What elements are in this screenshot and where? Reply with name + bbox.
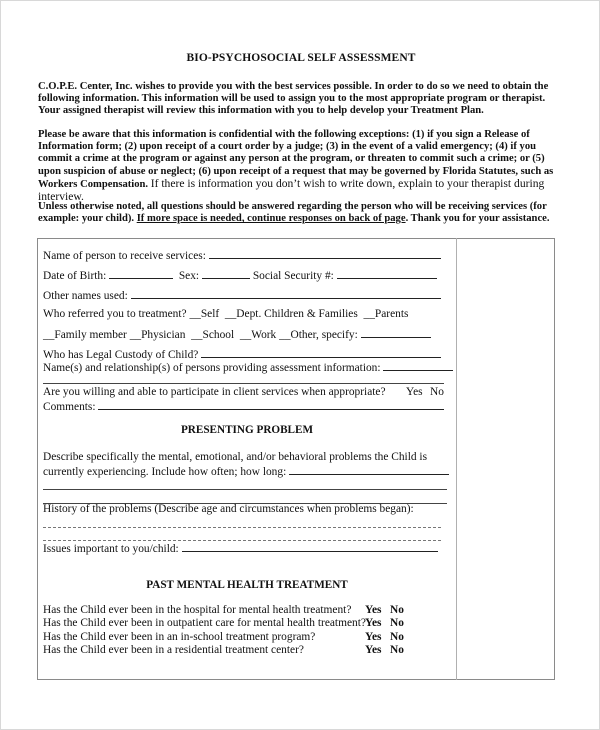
name-field[interactable] [209, 248, 441, 259]
other-names-row [43, 288, 441, 303]
past-treatment-question-1: Has the Child ever been in the hospital for mental health treatment? [43, 604, 352, 616]
referral-row-2 [43, 327, 431, 342]
describe-row-1 [43, 451, 427, 464]
ssn-label: Social Security #: [252, 270, 334, 282]
history-field-line-1[interactable] [43, 527, 441, 528]
past-treatment-heading: PAST MENTAL HEALTH TREATMENT [146, 579, 348, 591]
willing-no[interactable]: No [430, 386, 444, 398]
referral-label: Who referred you to treatment? [43, 308, 187, 320]
instructions-text: Unless otherwise noted, all questions should be answered regarding the person who will be receiving services (for example: your child). [38, 201, 547, 225]
issues-row [43, 541, 438, 556]
custody-label: Who has Legal Custody of Child? [43, 349, 199, 361]
referral-option-physician[interactable]: __Physician [129, 329, 186, 341]
dob-label: Date of Birth: [43, 270, 107, 282]
history-label: History of the problems (Describe age and circumstances when problems began): [43, 503, 414, 515]
past-treatment-question-4: Has the Child ever been in a residential treatment center? [43, 644, 304, 656]
willing-yes[interactable]: Yes [406, 386, 423, 398]
history-row [43, 503, 414, 516]
form-column-divider [456, 238, 457, 680]
referral-option-work[interactable]: __Work [239, 329, 277, 341]
comments-field[interactable] [98, 399, 444, 410]
residential-yes[interactable]: Yes [365, 644, 382, 656]
hospital-no[interactable]: No [390, 604, 404, 616]
page-title: BIO-PSYCHOSOCIAL SELF ASSESSMENT [186, 52, 416, 64]
instructions-paragraph [38, 201, 568, 225]
informants-label: Name(s) and relationship(s) of persons providing assessment information: [43, 362, 381, 374]
other-names-field[interactable] [131, 288, 441, 299]
referral-option-self[interactable]: __Self [189, 308, 220, 320]
outpatient-no[interactable]: No [390, 617, 404, 629]
willing-label: Are you willing and able to participate in client services when appropriate? [43, 386, 386, 398]
describe-field-line-2[interactable] [43, 489, 447, 490]
name-label: Name of person to receive services: [43, 250, 206, 262]
describe-label-line-2: currently experiencing. Include how often; how long: [43, 466, 287, 478]
custody-field[interactable] [201, 347, 441, 358]
comments-row [43, 399, 444, 414]
residential-no[interactable]: No [390, 644, 404, 656]
intro-paragraph: C.O.P.E. Center, Inc. wishes to provide you with the best services possible. In order to do so we need to obtain the following information. This information will be used to assign you to the most appropriate program or therapist. Your assigned therapist will review this information with you to help develop your Treatment Plan. [38, 81, 549, 117]
other-names-label: Other names used: [43, 290, 128, 302]
name-row [43, 248, 441, 263]
confidentiality-paragraph [38, 129, 568, 204]
dob-row [43, 268, 437, 283]
instructions-thanks: . Thank you for your assistance. [405, 213, 550, 225]
willing-row [43, 386, 386, 399]
referral-option-parents[interactable]: __Parents [363, 308, 409, 320]
referral-option-school[interactable]: __School [191, 329, 235, 341]
referral-option-other[interactable]: __Other, specify: [279, 329, 358, 341]
in-school-yes[interactable]: Yes [365, 631, 382, 643]
hospital-yes[interactable]: Yes [365, 604, 382, 616]
dob-field[interactable] [109, 268, 173, 279]
outpatient-yes[interactable]: Yes [365, 617, 382, 629]
referral-option-dcf[interactable]: __Dept. Children & Families [224, 308, 358, 320]
referral-other-field[interactable] [361, 327, 431, 338]
issues-field[interactable] [182, 541, 438, 552]
past-treatment-question-2: Has the Child ever been in outpatient care for mental health treatment? [43, 617, 366, 629]
in-school-no[interactable]: No [390, 631, 404, 643]
referral-option-family[interactable]: __Family member [43, 329, 127, 341]
issues-label: Issues important to you/child: [43, 543, 179, 555]
informants-row [43, 360, 453, 375]
referral-row-1 [43, 308, 408, 321]
presenting-problem-heading: PRESENTING PROBLEM [180, 424, 314, 436]
describe-label-line-1: Describe specifically the mental, emotional, and/or behavioral problems the Child is [43, 451, 428, 463]
sex-label: Sex: [178, 270, 200, 282]
informants-field[interactable] [383, 360, 453, 371]
confidentiality-note: If there is information you don’t wish to write down, explain to your therapist during interview. [38, 176, 545, 204]
sex-field[interactable] [202, 268, 250, 279]
ssn-field[interactable] [337, 268, 437, 279]
comments-label: Comments: [43, 401, 96, 413]
past-treatment-question-3: Has the Child ever been in an in-school treatment program? [43, 631, 316, 643]
confidentiality-text: Please be aware that this information is confidential with the following exceptions: (1) if you sign a Release of Information form; (2) upon receipt of a court order by a judge; (3) in the event of a valid emergency; (4) if you commit a crime at the program or against any person at the program, or threaten to commit such a crime; or (5) upon suspicion of abuse or neglect; (6) upon receipt of a request that may be governed by Florida Statutes, such as Workers Compensation. [38, 129, 554, 190]
instructions-underlined: If more space is needed, continue responses on back of page [136, 213, 406, 225]
describe-row-2 [43, 464, 449, 479]
informants-field-line-2[interactable] [43, 383, 444, 384]
describe-field[interactable] [289, 464, 449, 475]
